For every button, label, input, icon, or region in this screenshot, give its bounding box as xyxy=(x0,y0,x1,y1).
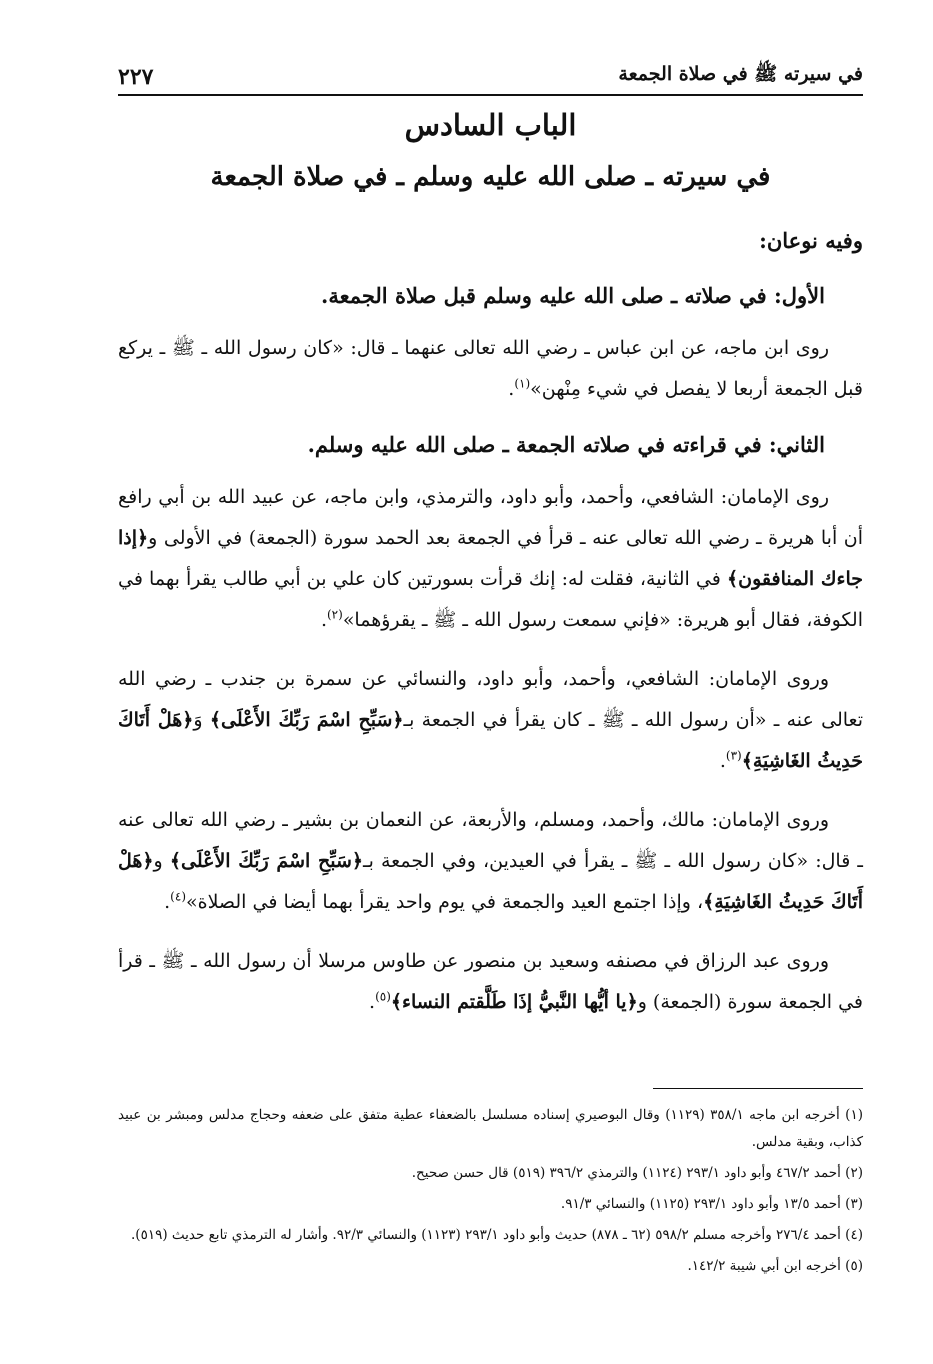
quran-quote: ﴿هَلْ أَتَاكَ حَدِيثُ الغَاشِيَةِ﴾ xyxy=(118,850,863,913)
paragraph-abdurrazzaq xyxy=(118,941,863,1023)
footnote-1: (١) أخرجه ابن ماجه ٣٥٨/١ (١١٢٩) وقال البوصيري إسناده مسلسل بالضعفاء عطية متفق على ضعفه وحجاج مدلس ومبشر بن عبيد كذاب، وبقية مدلس. xyxy=(118,1107,863,1150)
footnote-2: (٢) أحمد ٤٦٧/٢ وأبو داود ٢٩٣/١ (١١٢٤) والترمذي ٣٩٦/٢ (٥١٩) قال حسن صحيح. xyxy=(411,1165,863,1181)
section-heading-second: الثاني: في قراءته في صلاته الجمعة ـ صلى الله عليه وسلم. xyxy=(307,432,825,457)
paragraph-text: و xyxy=(153,850,170,872)
paragraph-end: . xyxy=(320,609,327,631)
paragraph-end: . xyxy=(369,991,376,1013)
paragraph-numan xyxy=(118,800,863,923)
running-title: في سيرته ﷺ في صلاة الجمعة xyxy=(618,63,863,85)
chapter-title: الباب السادس xyxy=(404,108,577,142)
section-heading-first: الأول: في صلاته ـ صلى الله عليه وسلم قبل صلاة الجمعة. xyxy=(321,283,825,308)
paragraph-text: وروى الإمامان: الشافعي، وأحمد، وأبو داود، والنسائي عن سمرة بن جندب ـ رضي الله تعالى عنه ـ «أن رسول الله ـ ﷺ ـ كان يقرأ في الجمعة بـ xyxy=(118,668,863,731)
paragraph-text: وروى عبد الرزاق في مصنفه وسعيد بن منصور عن طاوس مرسلا أن رسول الله ـ ﷺ ـ قرأ في الجمعة سورة (الجمعة) و xyxy=(118,950,863,1013)
paragraph-abu-hurayra xyxy=(118,477,863,641)
page-number: ٢٢٧ xyxy=(118,64,154,90)
paragraph-ibn-majah xyxy=(118,328,863,410)
paragraph-end: . xyxy=(719,750,726,772)
paragraph-end: . xyxy=(508,378,515,400)
footnotes xyxy=(118,1102,863,1284)
footnote-ref[interactable]: (٢) xyxy=(326,607,343,622)
footnote-3: (٣) أحمد ١٣/٥ وأبو داود ٢٩٣/١ (١١٢٥) والنسائي ٩١/٣. xyxy=(560,1196,863,1212)
paragraph-text: ، وإذا اجتمع العيد والجمعة في يوم واحد يقرأ بهما أيضا في الصلاة» xyxy=(186,891,704,913)
footnote-ref[interactable]: (٣) xyxy=(725,748,742,763)
quran-quote: ﴿هَلْ أَتَاكَ حَدِيثُ الغَاشِيَةِ﴾ xyxy=(118,709,863,772)
paragraph-text: روى ابن ماجه، عن ابن عباس ـ رضي الله تعالى عنهما ـ قال: «كان رسول الله ـ ﷺ ـ يركع قبل الجمعة أربعا لا يفصل في شيء مِنْهن» xyxy=(118,337,863,400)
quran-quote: ﴿سَبِّحِ اسْمَ رَبِّكَ الأَعْلَى﴾ xyxy=(209,709,404,731)
quran-quote: ﴿سَبِّحِ اسْمَ رَبِّكَ الأَعْلَى﴾ xyxy=(169,850,364,872)
footnote-separator xyxy=(653,1088,863,1089)
intro-line: وفيه نوعان: xyxy=(759,228,863,253)
chapter-subtitle: في سيرته ـ صلى الله عليه وسلم ـ في صلاة الجمعة xyxy=(210,162,771,192)
paragraph-samura xyxy=(118,659,863,782)
paragraph-text: وروى الإمامان: مالك، وأحمد، ومسلم، والأربعة، عن النعمان بن بشير ـ رضي الله تعالى عنه ـ قال: «كان رسول الله ـ ﷺ ـ يقرأ في العيدين، وفي الجمعة بـ xyxy=(118,809,863,872)
footnote-4: (٤) أحمد ٢٧٦/٤ وأخرجه مسلم ٥٩٨/٢ (٦٢ ـ ٨٧٨) حديث وأبو داود ٢٩٣/١ (١١٢٣) والنسائي ٩٢/٣. وأشار له الترمذي تابع حديث (٥١٩). xyxy=(131,1227,863,1243)
body-text xyxy=(118,220,863,1041)
quran-quote: ﴿إذا جاءك المنافقون﴾ xyxy=(118,527,863,590)
footnote-ref[interactable]: (٥) xyxy=(375,989,391,1004)
quran-quote: ﴿يا أيُّها النَّبيُّ إذَا طَلَّقتم النساء﴾ xyxy=(390,991,638,1013)
footnote-ref[interactable]: (٤) xyxy=(170,889,186,904)
paragraph-text: روى الإمامان: الشافعي، وأحمد، وأبو داود، والترمذي، وابن ماجه، عن عبيد الله بن أبي رافع أن أبا هريرة ـ رضي الله تعالى عنه ـ قرأ في الجمعة بعد الحمد سورة (الجمعة) في الأولى و xyxy=(118,486,863,549)
paragraph-end: . xyxy=(164,891,171,913)
paragraph-text: وَ xyxy=(193,709,210,731)
paragraph-text: في الثانية، فقلت له: إنك قرأت بسورتين كان علي بن أبي طالب يقرأ بهما في الكوفة، فقال أبو هريرة: «فإني سمعت رسول الله ـ ﷺ ـ يقرؤهما» xyxy=(118,568,863,631)
footnote-5: (٥) أخرجه ابن أبي شيبة ١٤٢/٢. xyxy=(687,1258,863,1274)
running-head xyxy=(118,52,863,96)
footnote-ref[interactable]: (١) xyxy=(514,376,531,391)
